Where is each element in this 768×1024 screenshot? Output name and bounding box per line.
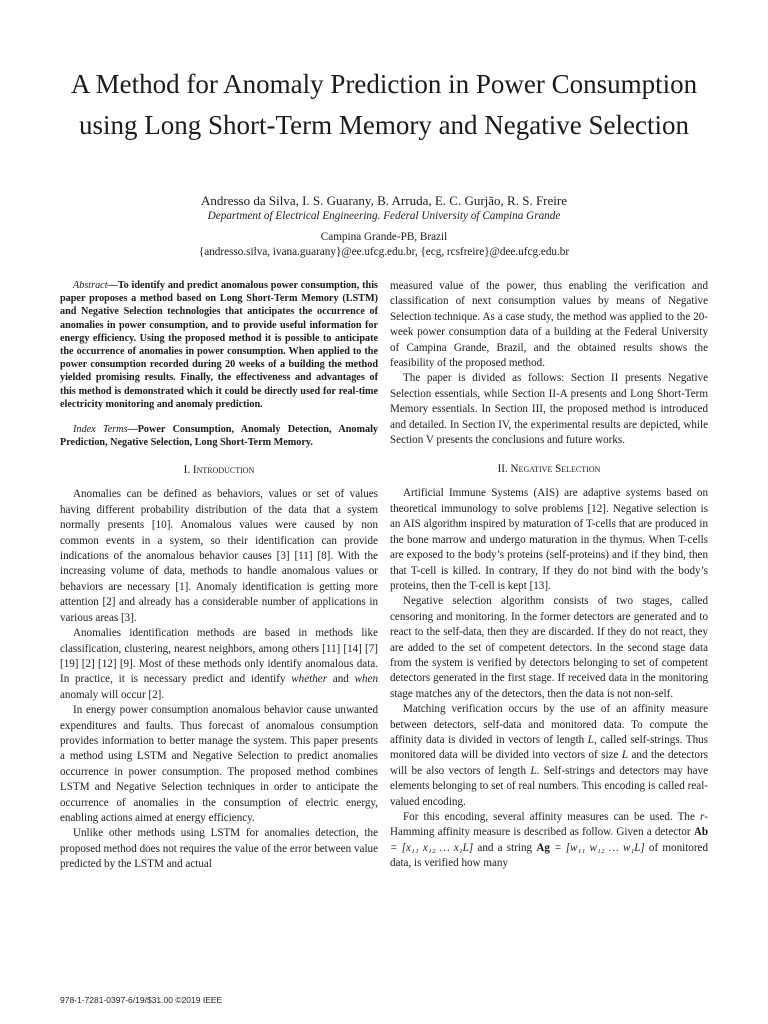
ns-p4-c: and a string [473,841,537,854]
math-eq-detector: = [x₁₁ x₁₂ … x₁L] [390,841,474,854]
ns-p3-a: Matching verification occurs by the use of an affinity measure between detectors, self-data and monitored data. To compute the affinity data is divided in vectors of length [390,703,708,746]
affiliation-city: Campina Grande-PB, Brazil [320,231,448,243]
ns-p3-c: and the detectors will be also vectors of length [390,749,708,777]
author-list: Andresso da Silva, I. S. Guarany, B. Arruda, E. C. Gurjão, R. S. Freire [201,193,567,208]
section-heading-negative-selection: II. Negative Selection [497,463,601,476]
intro-p2-whether: whether [291,673,328,686]
intro-p2-when: when [354,673,378,686]
ns-p3-d: . Self-strings and detectors may have elements belonging to set of real numbers. This encoding is called real-valued encoding. [390,764,708,808]
math-r: r [699,811,705,823]
index-terms-text: —Power Consumption, Anomaly Detection, Anomaly Prediction, Negative Selection, Long Short-Term Memory. [60,424,378,449]
math-eq-string: = [w₁₁ w₁₂ … w₁L] [549,841,645,854]
math-Ab: Ab [693,826,708,839]
ns-p4-d: of monitored data, is verified how many [390,841,708,870]
copyright-footer: 978-1-7281-0397-6/19/$31.00 ©2019 IEEE [60,995,223,1005]
intro-paragraph-5: measured value of the power, thus enabling the verification and classification of next consumption values by means of Negative Selection technique. As a case study, the method was applied to the 20-week power consumption data of a building at the Federal University of Campina Grande, Brazil, and the obtained results shows the feasibility of the proposed method. [390,280,708,370]
left-column [60,279,378,873]
ns-paragraph-4 [390,810,708,872]
right-column [390,279,708,872]
intro-paragraph-2 [60,626,378,703]
ns-p3-b: , called self-strings. Thus monitored data will be divided into vectors of size [390,733,708,762]
index-terms [60,423,378,449]
abstract [60,279,378,411]
ns-paragraph-2: Negative selection algorithm consists of two stages, called censoring and monitoring. In the former detectors are generated and to react to the self-data, then they are discarded. If they do not react, they are added to the set of competent detectors. In the second stage data from the system is verified by detectors belonging to set of competent detectors generated in the first stage. If received data in the monitoring stage matches any of the detectors, then the data is not non-self. [390,595,708,700]
ns-p4-a: For this encoding, several affinity measures can be used. The [403,811,700,823]
author-emails: {andresso.silva, ivana.guarany}@ee.ufcg.edu.br, {ecg, rcsfreire}@dee.ufcg.edu.br [198,246,570,258]
intro-p2-and: and [327,673,355,686]
abstract-label: Abstract [73,280,108,291]
abstract-text: —To identify and predict anomalous power consumption, this paper proposes a method based on Long Short-Term Memory (LSTM) and Negative Selection technologies that anticipates the occurrence of anomalies in power consumption, and to provide useful information for energy efficiency. Using the proposed method it is possible to anticipate the occurrence of anomalies in power consumption. When applied to the power consumption recorded during 20 weeks of a building the method yielded promising results. Finally, the effectiveness and advantages of this method is demonstrated which it could be directly used for real-time electricity monitoring and anomaly prediction. [60,280,378,410]
affiliation: Department of Electrical Engineering. Federal University of Campina Grande [207,210,561,222]
index-terms-label: Index Terms [73,424,128,436]
math-Ag: Ag [536,841,550,854]
math-L-2: L [621,749,629,762]
intro-paragraph-1: Anomalies can be defined as behaviors, values or set of values having different probability distribution of the data that a system normally presents [10]. Anomalous values were caused by non common events in a system, so their identification can provide indications of the anomalous behavior causes [3] [11] [8]. With the increasing volume of data, methods to handle anomalous values or behaviors are necessary [1]. Anomaly identification is getting more attention [2] and already has a considerable number of applications in various areas [3]. [60,488,378,624]
math-L-1: L [587,733,594,746]
math-L-3: L [530,764,537,777]
intro-paragraph-6: The paper is divided as follows: Section II presents Negative Selection essentials, while Section II-A presents and Long Short-Term Memory essentials. In Section III, the proposed method is introduced and detailed. In Section IV, the experimental results are depicted, while Section V presents the conclusions and future works. [390,372,708,447]
paper-title: A Method for Anomaly Prediction in Power Consumption using Long Short-Term Memory and Negative Selection [70,69,698,140]
ns-paragraph-1: Artificial Immune Systems (AIS) are adaptive systems based on theoretical immunology to solve problems [12]. Negative selection is an AIS algorithm inspired by maturation of T-cells that are produced in the bone marrow and undergo maturation in the thymus. When T-cells are exposed to the body’s proteins (self-proteins) and if they bind, then that T-cell is killed. In contrary, If they do not bind with the body’s proteins, then the T-cell is kept [13]. [390,487,708,592]
ns-paragraph-3 [390,702,708,810]
intro-p2-text: Anomalies identification methods are based in methods like classification, clustering, nearest neighbors, among others [11] [14] [7] [19] [2] [12] [9]. Most of these methods only identify anomalous data. In practice, it is necessary predict and identify [60,627,378,686]
section-heading-introduction: I. Introduction [183,464,255,477]
ns-p4-b: -Hamming affinity measure is described as follow. Given a detector [390,811,708,839]
intro-p2-end: anomaly will occur [2]. [60,688,165,701]
intro-paragraph-4: Unlike other methods using LSTM for anomalies detection, the proposed method does not requires the value of the error between value predicted by the LSTM and actual [60,827,378,871]
intro-paragraph-3: In energy power consumption anomalous behavior cause unwanted expenditures and faults. Thus forecast of anomalous consumption provides information to better manage the system. This paper presents a method using LSTM and Negative Selection to predict anomalies occurrence in power consumption. The proposed method combines LSTM and Negative Selection techniques in order to anticipate the occurrence of anomalies in the consumption of electric energy, enabling actions aimed at energy efficiency. [60,704,378,824]
